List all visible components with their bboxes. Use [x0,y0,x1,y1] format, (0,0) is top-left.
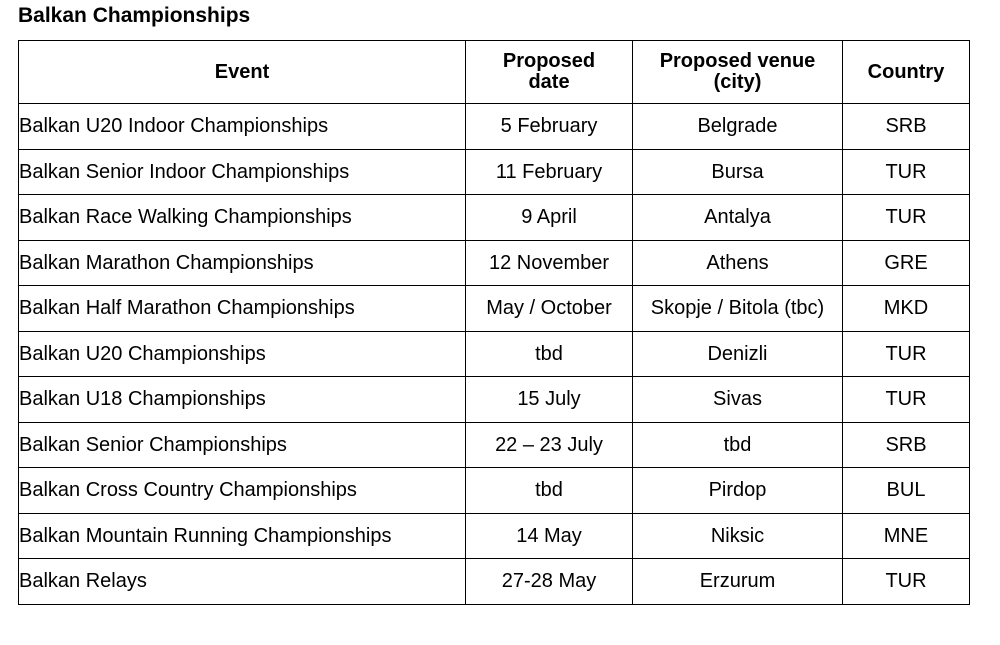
date-cell: 14 May [466,513,633,559]
country-cell: MNE [843,513,970,559]
venue-cell: Denizli [633,331,843,377]
venue-cell: tbd [633,422,843,468]
date-cell: 12 November [466,240,633,286]
header-proposed-date [466,41,633,104]
date-cell: 11 February [466,149,633,195]
venue-cell: Antalya [633,195,843,241]
date-cell: 22 – 23 July [466,422,633,468]
table-row [19,468,970,514]
date-cell: 5 February [466,104,633,150]
header-row [19,41,970,104]
venue-cell: Erzurum [633,559,843,605]
header-event-label: Event [214,60,270,83]
event-cell: Balkan Relays [19,559,466,605]
event-cell: Balkan Senior Indoor Championships [19,149,466,195]
venue-cell: Bursa [633,149,843,195]
country-cell: SRB [843,104,970,150]
table-row [19,286,970,332]
event-cell: Balkan Marathon Championships [19,240,466,286]
header-event [19,41,466,104]
table-row [19,240,970,286]
event-cell: Balkan U20 Indoor Championships [19,104,466,150]
country-cell: MKD [843,286,970,332]
table-row [19,377,970,423]
date-cell: 9 April [466,195,633,241]
venue-cell: Athens [633,240,843,286]
country-cell: TUR [843,377,970,423]
header-country [843,41,970,104]
date-cell: tbd [466,468,633,514]
event-cell: Balkan Cross Country Championships [19,468,466,514]
table-row [19,331,970,377]
country-cell: TUR [843,195,970,241]
event-cell: Balkan U20 Championships [19,331,466,377]
document-title: Balkan Championships [18,4,251,27]
event-cell: Balkan Mountain Running Championships [19,513,466,559]
header-country-label: Country [867,60,945,83]
country-cell: TUR [843,149,970,195]
table-body [19,104,970,605]
table-row [19,559,970,605]
venue-cell: Belgrade [633,104,843,150]
venue-cell: Skopje / Bitola (tbc) [633,286,843,332]
table-row [19,104,970,150]
event-cell: Balkan Half Marathon Championships [19,286,466,332]
country-cell: TUR [843,331,970,377]
country-cell: TUR [843,559,970,605]
country-cell: GRE [843,240,970,286]
event-cell: Balkan U18 Championships [19,377,466,423]
header-date-line2: date [528,71,570,93]
table-row [19,195,970,241]
header-venue-line2: (city) [713,71,762,93]
event-cell: Balkan Senior Championships [19,422,466,468]
header-venue-line1: Proposed venue [659,50,816,72]
table-header [19,41,970,104]
date-cell: tbd [466,331,633,377]
date-cell: 15 July [466,377,633,423]
table-row [19,422,970,468]
country-cell: BUL [843,468,970,514]
date-cell: 27-28 May [466,559,633,605]
table-row [19,513,970,559]
championships-table [18,40,970,605]
header-proposed-venue [633,41,843,104]
event-cell: Balkan Race Walking Championships [19,195,466,241]
venue-cell: Niksic [633,513,843,559]
country-cell: SRB [843,422,970,468]
venue-cell: Pirdop [633,468,843,514]
venue-cell: Sivas [633,377,843,423]
header-date-line1: Proposed [502,50,596,72]
table-row [19,149,970,195]
date-cell: May / October [466,286,633,332]
